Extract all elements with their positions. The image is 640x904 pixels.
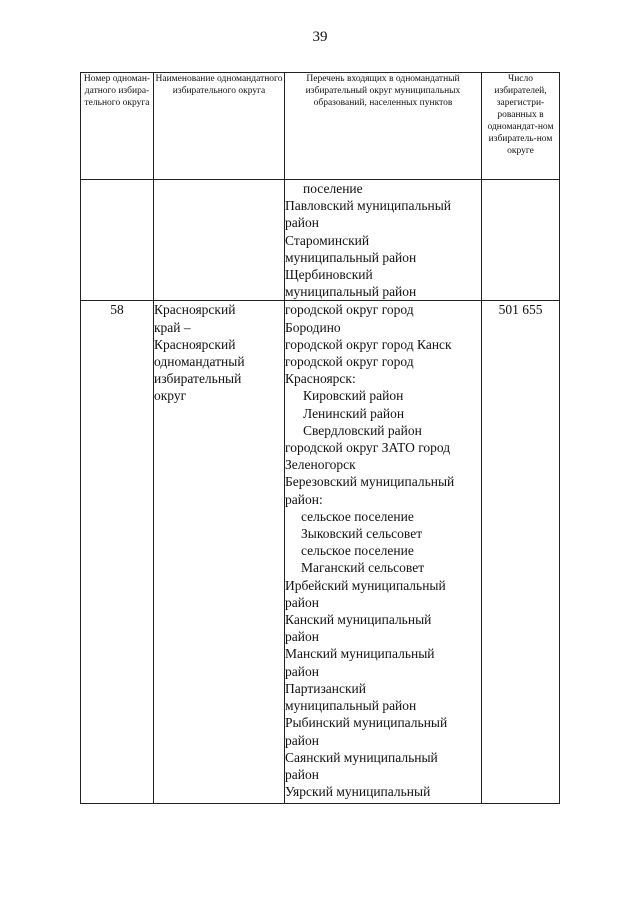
table-row [81, 180, 560, 301]
municipality-line: Кировский район [303, 388, 404, 404]
continuation-name-cell [154, 180, 285, 301]
municipality-line: Уярский муниципальный [285, 784, 431, 800]
district-name [154, 301, 285, 804]
district-name-line: край – [154, 319, 191, 335]
municipality-line: городской округ город Канск [285, 336, 452, 352]
municipality-line: Красноярск: [285, 371, 356, 387]
district-voter-count: 501 655 [482, 301, 560, 804]
municipality-line: Манский муниципальный [285, 646, 435, 662]
municipality-line: Павловский муниципальный [285, 198, 452, 214]
municipality-line: Ленинский район [303, 405, 405, 421]
municipality-line: Рыбинский муниципальный [285, 715, 448, 731]
page-number: 39 [312, 29, 328, 45]
municipality-line: Староминский [285, 232, 370, 248]
municipality-line: муниципальный район [285, 698, 417, 714]
municipality-line: район [285, 766, 319, 782]
district-name-line: Красноярский [154, 336, 236, 352]
municipality-line: сельское поселение [301, 543, 414, 559]
municipality-line: муниципальный район [285, 284, 417, 300]
districts-table [80, 72, 560, 804]
municipality-line: Ирбейский муниципальный [285, 577, 446, 593]
district-number: 58 [81, 301, 154, 804]
header-voter-count: Число избирателей, зарегистри-рованных в одномандат-ном избиратель-ном округе [482, 73, 560, 180]
municipality-line: Свердловский район [303, 422, 422, 438]
municipality-line: муниципальный район [285, 249, 417, 265]
municipality-line: Маганский сельсовет [301, 560, 425, 576]
continuation-municipalities-cell [285, 180, 482, 301]
district-name-line: округ [154, 388, 187, 404]
district-name-line: избирательный [154, 371, 242, 387]
continuation-voters-cell [482, 180, 560, 301]
header-district-name: Наименование одномандатного избирательного округа [154, 73, 285, 180]
municipality-line: район: [285, 491, 323, 507]
municipality-line: поселение [303, 181, 363, 196]
municipality-line: район [285, 629, 319, 645]
municipality-line: городской округ город [285, 302, 414, 318]
municipality-line: городской округ город [285, 354, 414, 370]
municipality-line: Партизанский [285, 680, 366, 696]
municipality-line: Канский муниципальный [285, 612, 432, 628]
municipality-line: Бородино [285, 319, 341, 335]
continuation-number-cell [81, 180, 154, 301]
municipality-line: Зеленогорск [285, 457, 356, 473]
municipality-line: район [285, 663, 319, 679]
municipality-line: Березовский муниципальный [285, 474, 455, 490]
district-name-line: одномандатный [154, 354, 245, 370]
municipality-line: городской округ ЗАТО город [285, 440, 451, 456]
municipality-line: сельское поселение [301, 508, 414, 524]
municipality-line: Саянский муниципальный [285, 749, 438, 765]
table-header-row [81, 73, 560, 180]
municipality-line: Зыковский сельсовет [301, 526, 423, 542]
district-municipalities-cell [285, 301, 482, 804]
municipality-line: район [285, 215, 319, 231]
municipality-line: Щербиновский [285, 267, 373, 283]
header-municipalities: Перечень входящих в одномандатный избирательный округ муниципальных образований, населенных пунктов [285, 73, 482, 180]
municipality-line: район [285, 732, 319, 748]
district-name-line: Красноярский [154, 302, 236, 318]
municipality-line: район [285, 594, 319, 610]
header-district-number: Номер одноман-датного избира-тельного округа [81, 73, 154, 180]
table-row [81, 301, 560, 804]
